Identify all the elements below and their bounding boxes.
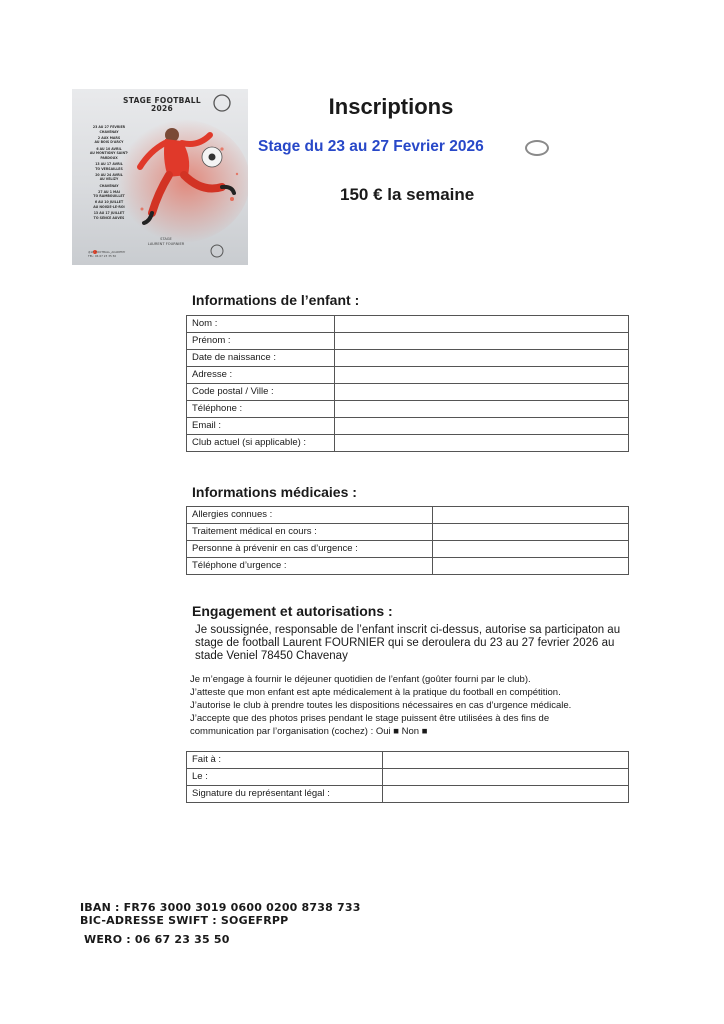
table-row bbox=[187, 558, 629, 575]
field-input[interactable] bbox=[433, 507, 629, 524]
table-row bbox=[187, 333, 629, 350]
field-input[interactable] bbox=[335, 384, 629, 401]
field-input[interactable] bbox=[383, 752, 629, 769]
text-line: J’accepte que des photos prises pendant le stage puissent être utilisées à des fins de bbox=[190, 713, 550, 724]
stage-select-radio[interactable] bbox=[525, 140, 549, 156]
stage-poster bbox=[72, 89, 248, 265]
text-line: stage de football Laurent FOURNIER qui se deroulera du 23 au 27 fevrier 2026 au bbox=[195, 637, 615, 649]
field-input[interactable] bbox=[335, 401, 629, 418]
field-label: Adresse : bbox=[187, 367, 335, 384]
engagement-intro bbox=[195, 624, 620, 663]
table-row bbox=[187, 752, 629, 769]
table-row bbox=[187, 316, 629, 333]
field-label: Email : bbox=[187, 418, 335, 435]
poster-footer: @LF_FOOTBALL_ACADEMY TEL: 06 67 23 35 50 bbox=[88, 250, 126, 258]
field-label: Club actuel (si applicable) : bbox=[187, 435, 335, 452]
field-input[interactable] bbox=[335, 333, 629, 350]
field-label: Code postal / Ville : bbox=[187, 384, 335, 401]
wero-number: WERO : 06 67 23 35 50 bbox=[84, 933, 230, 946]
stage-dates: Stage du 23 au 27 Fevrier 2026 bbox=[258, 138, 484, 155]
field-input[interactable] bbox=[335, 435, 629, 452]
field-label: Traitement médical en cours : bbox=[187, 524, 433, 541]
field-label: Prénom : bbox=[187, 333, 335, 350]
table-row bbox=[187, 418, 629, 435]
engagement-statements bbox=[190, 673, 571, 738]
field-label: Le : bbox=[187, 769, 383, 786]
field-input[interactable] bbox=[433, 541, 629, 558]
poster-coach: STAGE LAURENT FOURNIER bbox=[147, 237, 185, 246]
table-row bbox=[187, 541, 629, 558]
table-row bbox=[187, 367, 629, 384]
field-label: Personne à prévenir en cas d’urgence : bbox=[187, 541, 433, 558]
field-label: Téléphone d’urgence : bbox=[187, 558, 433, 575]
table-row bbox=[187, 384, 629, 401]
text-line: J’atteste que mon enfant est apte médicalement à la pratique du football en compétition. bbox=[190, 687, 561, 698]
table-row bbox=[187, 524, 629, 541]
poster-schedule: 23 AU 27 FEVRIER CHAVENAY 2 AUX MARS AU BOIS D'ARCY 6 AU 10 AVRIL AU MONTIGNY SAINT-PARDOUX 13 AU 17 AVRIL TO VERSAILLES 20 AU 24 AVRIL AU VELIZY CHAVENAY 27 AU 1 MAI TO RAMBOUILLET 6 AU 10 JUILLET AU NOISIE-LE-ROI 13 AU 17 JUILLET TO SENCE AUVES bbox=[89, 125, 129, 220]
child-info-heading: Informations de l’enfant : bbox=[192, 292, 360, 308]
field-label: Date de naissance : bbox=[187, 350, 335, 367]
field-label: Signature du représentant légal : bbox=[187, 786, 383, 803]
iban: IBAN : FR76 3000 3019 0600 0200 8738 733 bbox=[80, 901, 361, 914]
poster-title: STAGE FOOTBALL 2026 bbox=[123, 96, 201, 113]
field-label: Téléphone : bbox=[187, 401, 335, 418]
table-row bbox=[187, 350, 629, 367]
table-row bbox=[187, 435, 629, 452]
text-line: stade Veniel 78450 Chavenay bbox=[195, 650, 348, 662]
medical-info-table bbox=[186, 506, 629, 575]
field-input[interactable] bbox=[433, 558, 629, 575]
field-input[interactable] bbox=[335, 418, 629, 435]
table-row bbox=[187, 786, 629, 803]
bic-swift: BIC-ADRESSE SWIFT : SOGEFRPP bbox=[80, 914, 289, 927]
text-line: Je soussignée, responsable de l’enfant inscrit ci-dessus, autorise sa participaton au bbox=[195, 624, 621, 636]
stage-price: 150 € la semaine bbox=[340, 185, 475, 204]
field-input[interactable] bbox=[335, 350, 629, 367]
engagement-heading: Engagement et autorisations : bbox=[192, 603, 393, 619]
field-label: Nom : bbox=[187, 316, 335, 333]
table-row bbox=[187, 769, 629, 786]
field-input[interactable] bbox=[433, 524, 629, 541]
field-input[interactable] bbox=[335, 316, 629, 333]
field-input[interactable] bbox=[383, 769, 629, 786]
table-row bbox=[187, 507, 629, 524]
field-label: Fait à : bbox=[187, 752, 383, 769]
field-input[interactable] bbox=[335, 367, 629, 384]
text-line: J’autorise le club à prendre toutes les dispositions nécessaires en cas d’urgence médicale. bbox=[190, 700, 572, 711]
child-info-table bbox=[186, 315, 629, 452]
table-row bbox=[187, 401, 629, 418]
photo-consent-line[interactable]: communication par l’organisation (cochez) : Oui ■ Non ■ bbox=[190, 726, 428, 737]
field-input[interactable] bbox=[383, 786, 629, 803]
medical-info-heading: Informations médicaies : bbox=[192, 484, 357, 500]
signature-table bbox=[186, 751, 629, 803]
page-title: Inscriptions bbox=[328, 94, 454, 119]
field-label: Allergies connues : bbox=[187, 507, 433, 524]
text-line: Je m’engage à fournir le déjeuner quotidien de l’enfant (goûter fourni par le club). bbox=[190, 674, 531, 685]
